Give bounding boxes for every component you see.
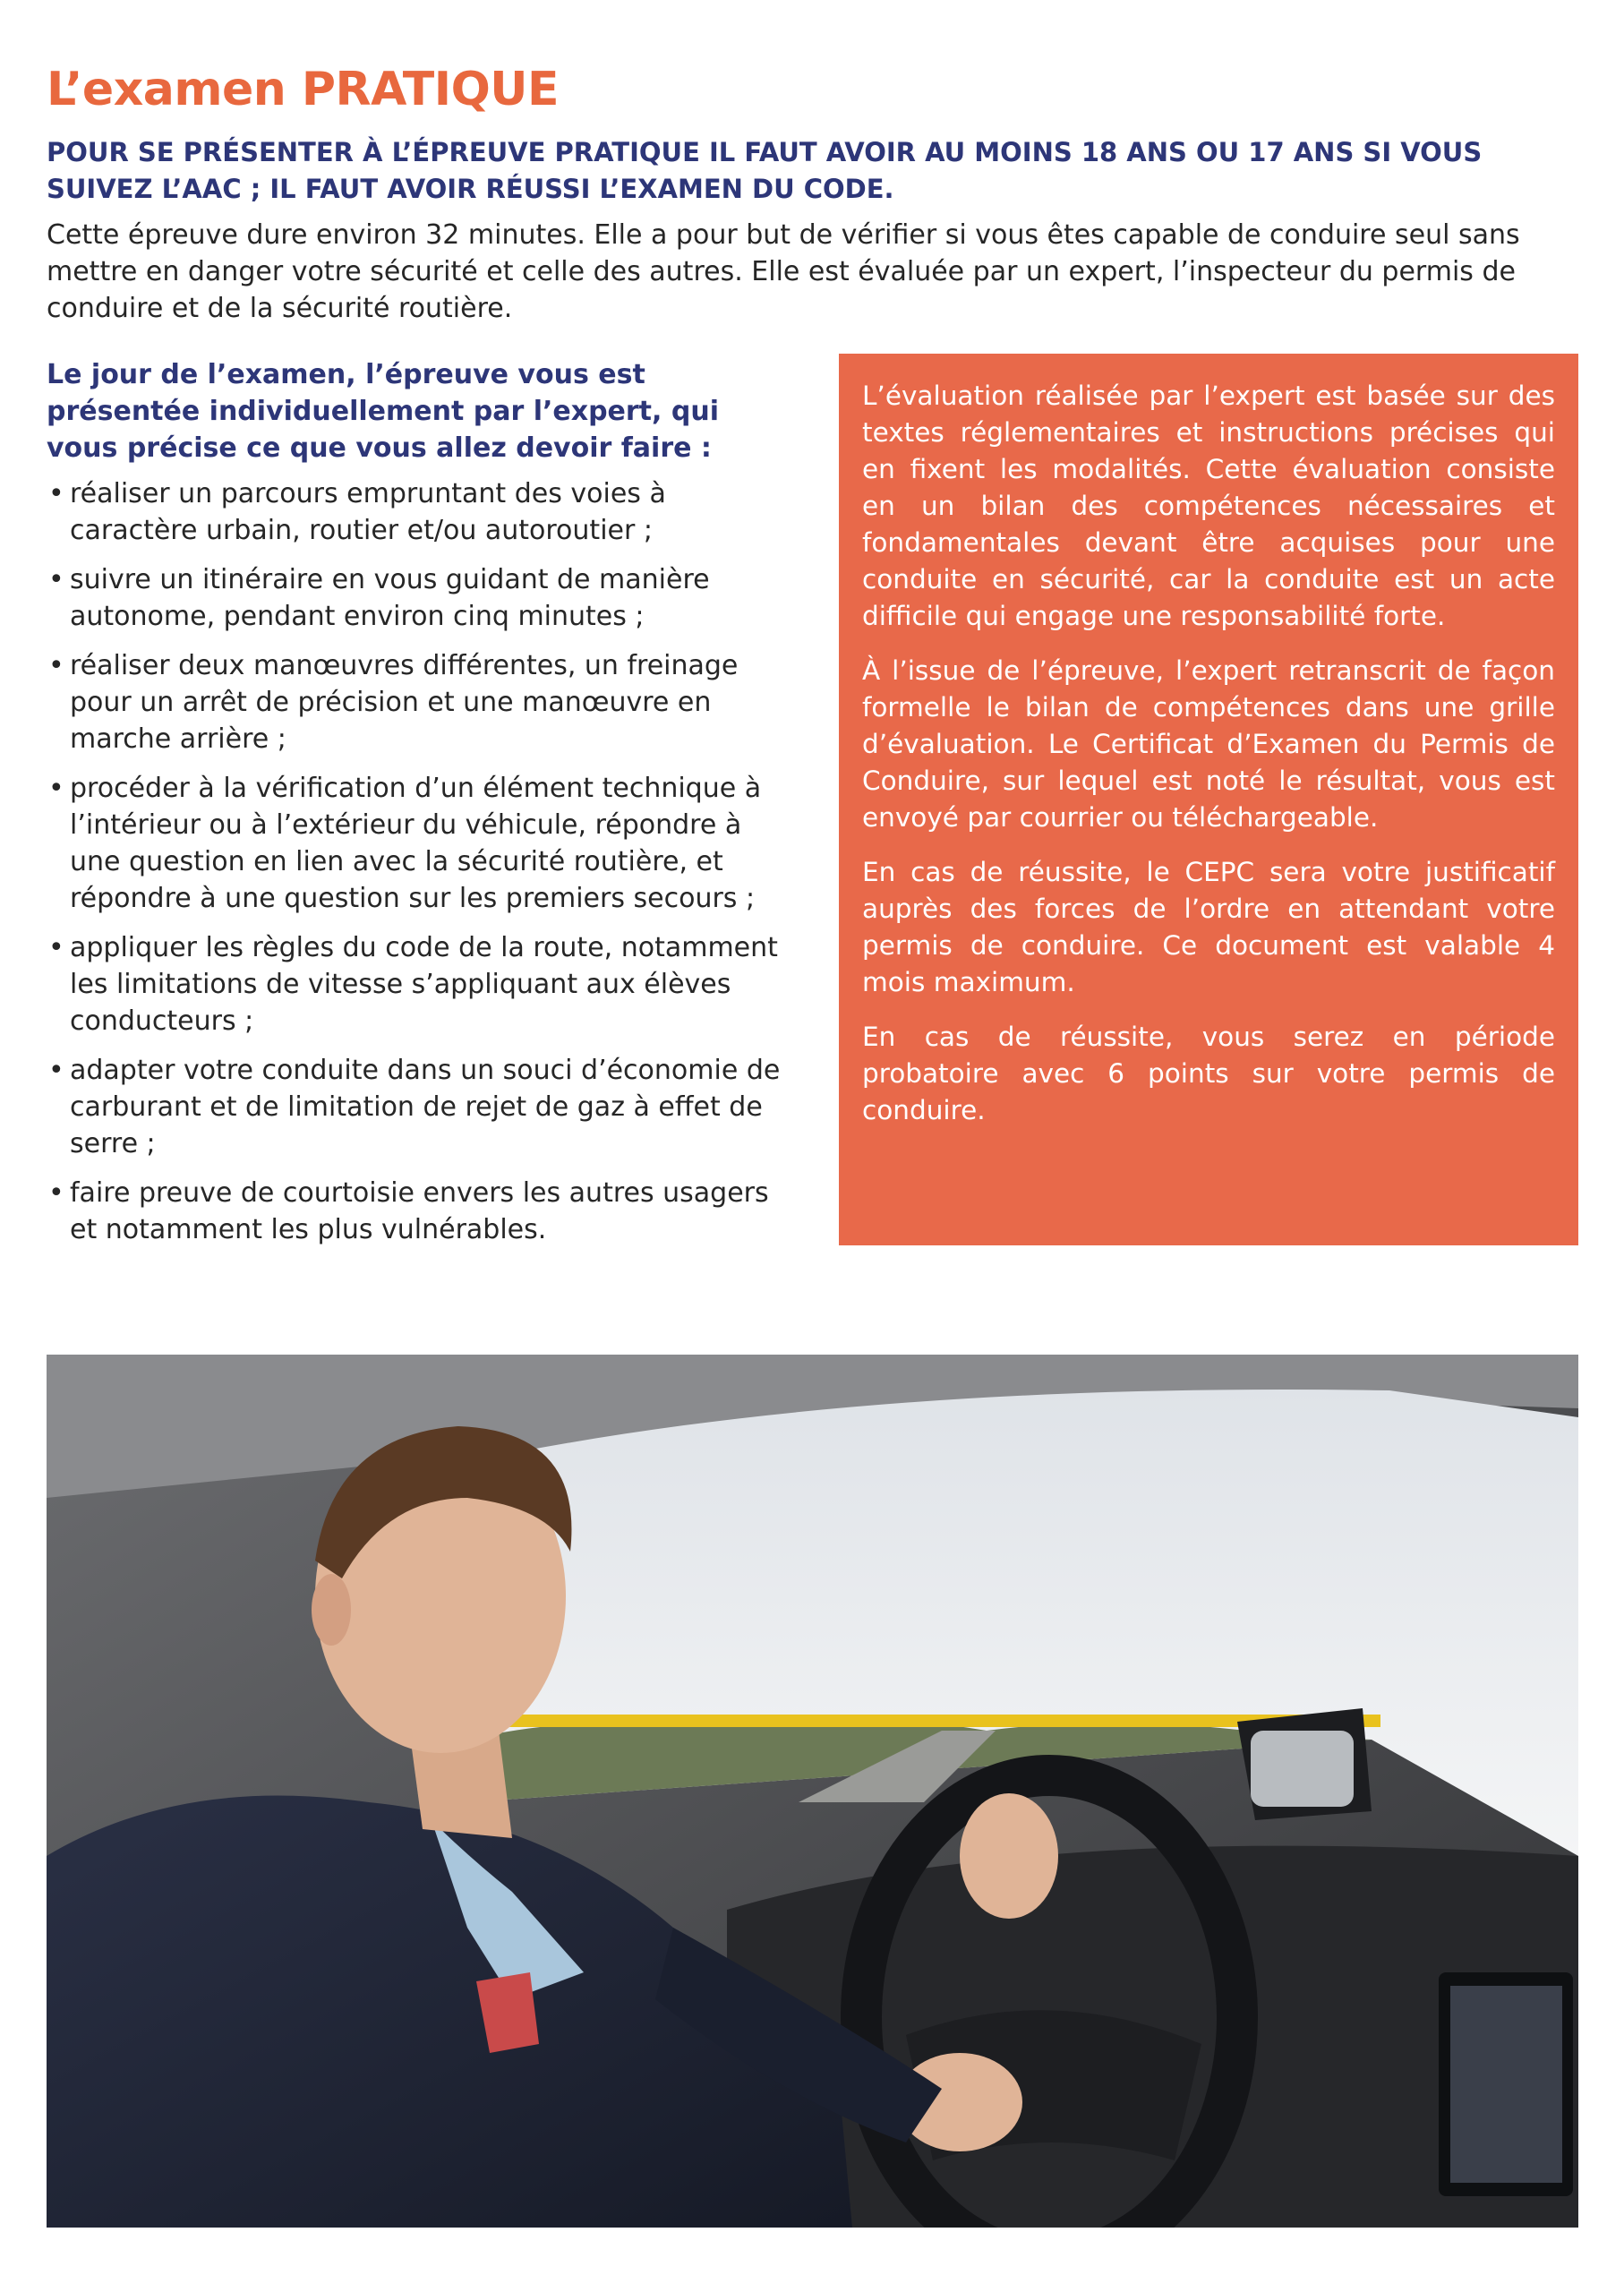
list-item-text: procéder à la vérification d’un élément technique à l’intérieur ou à l’extérieur du véhicule, répondre à une question en lien avec la sécurité routière, et répondre à une question sur les premiers secours ; — [70, 773, 762, 914]
list-item — [47, 561, 799, 635]
list-item — [47, 475, 799, 549]
list-item — [47, 1175, 799, 1248]
bullet-icon: • — [48, 478, 64, 509]
info-paragraph: L’évaluation réalisée par l’expert est basée sur des textes réglementaires et instructions précises qui en fixent les modalités. Cette évaluation consiste en un bilan des compétences nécessaires et fondamentales devant être acquises pour une conduite en sécurité, car la conduite est un acte difficile qui engage une responsabilité forte. — [862, 381, 1555, 631]
bullet-icon: • — [48, 932, 64, 963]
info-box — [839, 354, 1578, 1245]
bullet-icon: • — [48, 773, 64, 804]
list-item — [47, 647, 799, 757]
list-item — [47, 770, 799, 917]
subtitle: POUR SE PRÉSENTER À L’ÉPREUVE PRATIQUE IL FAUT AVOIR AU MOINS 18 ANS OU 17 ANS SI VOUS SUIVEZ L’AAC ; IL FAUT AVOIR RÉUSSI L’EXAMEN DU CODE. — [47, 137, 1483, 204]
info-paragraph: En cas de réussite, le CEPC sera votre justificatif auprès des forces de l’ordre en attendant votre permis de conduire. Ce document est valable 4 mois maximum. — [862, 857, 1555, 997]
list-item — [47, 1052, 799, 1162]
lead-paragraph: Le jour de l’examen, l’épreuve vous est présentée individuellement par l’expert, qui vous précise ce que vous allez devoir faire : — [47, 359, 719, 464]
driver-ear — [312, 1574, 351, 1646]
list-item-text: suivre un itinéraire en vous guidant de manière autonome, pendant environ cinq minutes ; — [70, 564, 710, 632]
list-item-text: adapter votre conduite dans un souci d’économie de carburant et de limitation de rejet de gaz à effet de serre ; — [70, 1055, 781, 1159]
intro-paragraph: Cette épreuve dure environ 32 minutes. Elle a pour but de vérifier si vous êtes capable de conduire seul sans mettre en danger votre sécurité et celle des autres. Elle est évaluée par un expert, l’inspecteur du permis de conduire et de la sécurité routière. — [47, 219, 1520, 324]
title-strong: PRATIQUE — [301, 63, 560, 116]
task-list — [47, 475, 799, 1248]
list-item-text: appliquer les règles du code de la route, notamment les limitations de vitesse s’appliquant aux élèves conducteurs ; — [70, 932, 778, 1037]
screen-display — [1450, 1986, 1562, 2183]
info-paragraph: À l’issue de l’épreuve, l’expert retranscrit de façon formelle le bilan de compétences dans une grille d’évaluation. Le Certificat d’Examen du Permis de Conduire, sur lequel est noté le résultat, vous est envoyé par courrier ou téléchargeable. — [862, 655, 1555, 833]
driver-photo-illustration — [47, 1355, 1578, 2228]
bullet-icon: • — [48, 1055, 64, 1086]
list-item-text: faire preuve de courtoisie envers les autres usagers et notamment les plus vulnérables. — [70, 1177, 769, 1245]
driver-hand-left — [960, 1793, 1058, 1919]
list-item — [47, 929, 799, 1039]
driver-photo — [47, 1355, 1578, 2228]
title-prefix: L’examen — [47, 63, 286, 116]
bullet-icon: • — [48, 564, 64, 595]
mirror-glass — [1251, 1731, 1354, 1807]
list-item-text: réaliser un parcours empruntant des voies à caractère urbain, routier et/ou autoroutier ; — [70, 478, 666, 546]
page-title — [47, 63, 559, 116]
list-item-text: réaliser deux manœuvres différentes, un freinage pour un arrêt de précision et une manœuvre en marche arrière ; — [70, 650, 739, 755]
bullet-icon: • — [48, 1177, 64, 1209]
left-column — [47, 356, 799, 1261]
info-paragraph: En cas de réussite, vous serez en période probatoire avec 6 points sur votre permis de conduire. — [862, 1022, 1555, 1125]
bullet-icon: • — [48, 650, 64, 681]
